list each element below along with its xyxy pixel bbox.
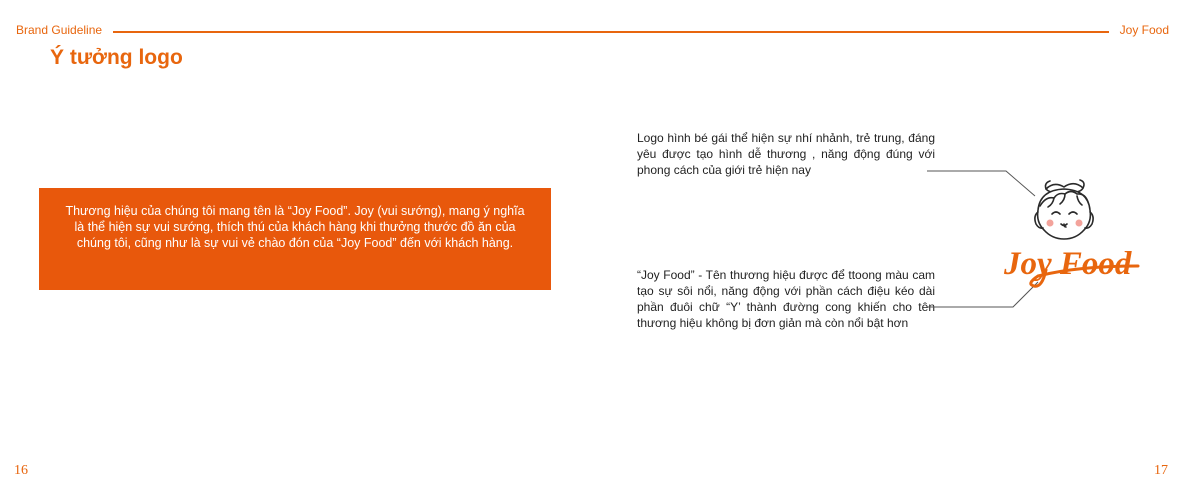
- mascot-leader-line: [927, 171, 1035, 196]
- girl-face-icon: [1035, 180, 1093, 239]
- page-number-left: 16: [14, 463, 28, 478]
- right-cheek: [1076, 220, 1083, 227]
- page-number-right: 17: [1154, 463, 1168, 478]
- wordmark-leader-line: [927, 282, 1038, 307]
- logo-wordmark: Joy Food: [1004, 246, 1132, 282]
- left-cheek: [1047, 220, 1054, 227]
- mascot-annotation: Logo hình bé gái thể hiện sự nhí nhảnh, trẻ trung, đáng yêu được tạo hình dễ thương , năng động đúng với phong cách của giới trẻ hiện nay: [637, 131, 935, 177]
- intro-text: Thương hiệu của chúng tôi mang tên là “Joy Food”. Joy (vui sướng), mang ý nghĩa là thể hiện sự vui sướng, thích thú của khách hàng khi thưởng thước đồ ăn của chúng tôi, cũng như là sự vui vẻ chào đón của “Joy Food” đến với khách hàng.: [65, 204, 525, 250]
- page-title: Ý tưởng logo: [50, 46, 183, 69]
- header-right-label: Joy Food: [1119, 23, 1169, 37]
- header-left-label: Brand Guideline: [16, 23, 103, 37]
- wordmark-annotation: “Joy Food” - Tên thương hiệu được để ttoong màu cam tạo sự sôi nổi, năng động với phần cách điệu kéo dài phần đuôi chữ “Y’ thành đường cong khiến cho tên thương hiệu không bị đơn giản mà còn nổi bật hơn: [637, 268, 935, 330]
